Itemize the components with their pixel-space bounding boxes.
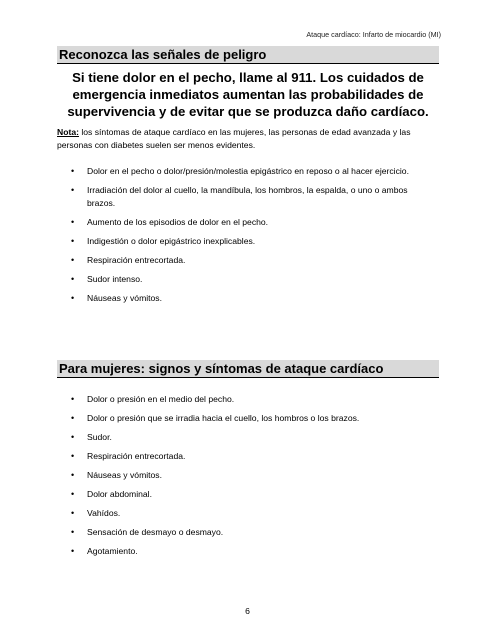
bullet-icon: •: [71, 413, 75, 423]
bullet-icon: •: [71, 293, 75, 303]
list-item: [57, 292, 437, 305]
list-item: [57, 184, 437, 210]
list-item-text: Sudor.: [87, 432, 112, 442]
list-item: [57, 412, 437, 425]
page-number: 6: [245, 606, 250, 616]
list-item-text: Respiración entrecortada.: [87, 255, 186, 265]
list-item-text: Indigestión o dolor epigástrico inexplicables.: [87, 236, 256, 246]
list-item: [57, 469, 437, 482]
list-item: [57, 235, 437, 248]
bullet-icon: •: [71, 527, 75, 537]
bullet-icon: •: [71, 236, 75, 246]
list-item-text: Náuseas y vómitos.: [87, 470, 162, 480]
list-item-text: Aumento de los episodios de dolor en el pecho.: [87, 217, 269, 227]
list-item-text: Vahídos.: [87, 508, 121, 518]
note-paragraph: [57, 126, 443, 152]
list-item-text: Dolor en el pecho o dolor/presión/molestia epigástrico en reposo o al hacer ejercicio.: [87, 166, 409, 176]
bullet-icon: •: [71, 217, 75, 227]
bullet-icon: •: [71, 255, 75, 265]
list-item-text: Dolor abdominal.: [87, 489, 152, 499]
bullet-icon: •: [71, 489, 75, 499]
warning-signs-list: [57, 165, 437, 311]
list-item: [57, 507, 437, 520]
list-item: [57, 393, 437, 406]
list-item-text: Irradiación del dolor al cuello, la mandíbula, los hombros, la espalda, o uno o ambos brazos.: [87, 185, 408, 208]
list-item-text: Sudor intenso.: [87, 274, 143, 284]
list-item-text: Náuseas y vómitos.: [87, 293, 162, 303]
bullet-icon: •: [71, 394, 75, 404]
women-symptoms-list: [57, 393, 437, 564]
bullet-icon: •: [71, 432, 75, 442]
section-heading-women-symptoms: Para mujeres: signos y síntomas de ataque cardíaco: [57, 360, 439, 378]
list-item: [57, 216, 437, 229]
list-item-text: Dolor o presión que se irradia hacia el cuello, los hombros o los brazos.: [87, 413, 360, 423]
list-item: [57, 165, 437, 178]
list-item: [57, 545, 437, 558]
bullet-icon: •: [71, 451, 75, 461]
bullet-icon: •: [71, 274, 75, 284]
list-item: [57, 254, 437, 267]
bullet-icon: •: [71, 508, 75, 518]
list-item-text: Agotamiento.: [87, 546, 138, 556]
list-item: [57, 526, 437, 539]
emergency-callout: Si tiene dolor en el pecho, llame al 911. Los cuidados de emergencia inmediatos aumentan las probabilidades de supervivencia y de evitar que se produzca daño cardíaco.: [67, 70, 429, 119]
bullet-icon: •: [71, 185, 75, 195]
list-item: [57, 450, 437, 463]
bullet-icon: •: [71, 546, 75, 556]
list-item-text: Dolor o presión en el medio del pecho.: [87, 394, 235, 404]
running-header: Ataque cardíaco: Infarto de miocardio (MI): [306, 30, 441, 39]
section-heading-warning-signs: Reconozca las señales de peligro: [57, 46, 439, 64]
list-item: [57, 488, 437, 501]
bullet-icon: •: [71, 470, 75, 480]
list-item-text: Respiración entrecortada.: [87, 451, 186, 461]
list-item: [57, 273, 437, 286]
note-label: Nota:: [57, 127, 79, 137]
list-item-text: Sensación de desmayo o desmayo.: [87, 527, 224, 537]
bullet-icon: •: [71, 166, 75, 176]
note-text: los síntomas de ataque cardíaco en las mujeres, las personas de edad avanzada y las personas con diabetes suelen ser menos evidentes.: [57, 127, 411, 150]
list-item: [57, 431, 437, 444]
